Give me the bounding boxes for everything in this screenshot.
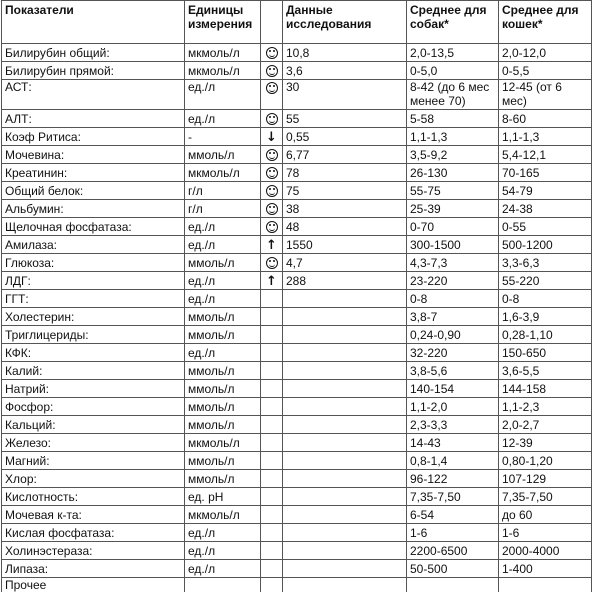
status-cell <box>261 164 283 182</box>
table-row <box>2 200 592 218</box>
parameter-name: Билирубин общий: <box>2 44 185 62</box>
parameter-name: Холестерин: <box>2 308 185 326</box>
table-row <box>2 542 592 560</box>
parameter-name: ЛДГ: <box>2 272 185 290</box>
result-value <box>283 290 407 308</box>
status-cell <box>261 146 283 164</box>
smile-icon <box>266 47 278 59</box>
cat-reference: 12-45 (от 6 мес) <box>499 80 592 110</box>
table-row <box>2 236 592 254</box>
dog-reference: 0,24-0,90 <box>407 326 499 344</box>
cat-reference: 0,28-1,10 <box>499 326 592 344</box>
parameter-name: Хлор: <box>2 470 185 488</box>
parameter-name: КФК: <box>2 344 185 362</box>
table-row <box>2 218 592 236</box>
cat-reference: 8-60 <box>499 110 592 128</box>
table-row <box>2 80 592 110</box>
table-row <box>2 110 592 128</box>
status-cell <box>261 80 283 110</box>
result-value <box>283 362 407 380</box>
status-cell <box>261 524 283 542</box>
result-value <box>283 524 407 542</box>
unit-cell: ед. pH <box>185 488 261 506</box>
dog-reference: 14-43 <box>407 434 499 452</box>
result-value <box>283 560 407 578</box>
dog-reference: 1-6 <box>407 524 499 542</box>
parameter-name: Билирубин прямой: <box>2 62 185 80</box>
dog-reference: 300-1500 <box>407 236 499 254</box>
unit-cell: ммоль/л <box>185 362 261 380</box>
unit-cell: г/л <box>185 200 261 218</box>
parameter-name: Мочевина: <box>2 146 185 164</box>
header-status <box>261 1 283 44</box>
status-cell <box>261 254 283 272</box>
header-units: Единицы измерения <box>185 1 261 44</box>
status-cell <box>261 506 283 524</box>
table-body <box>2 44 592 593</box>
dog-reference: 0-8 <box>407 290 499 308</box>
dog-reference: 5-58 <box>407 110 499 128</box>
unit-cell: ммоль/л <box>185 380 261 398</box>
header-cat-reference: Среднее для кошек* <box>499 1 592 44</box>
cat-reference: 150-650 <box>499 344 592 362</box>
status-cell <box>261 218 283 236</box>
smile-icon <box>266 203 278 215</box>
cat-reference: 1-6 <box>499 524 592 542</box>
unit-cell: ед./л <box>185 272 261 290</box>
unit-cell: мкмоль/л <box>185 62 261 80</box>
table-row <box>2 344 592 362</box>
status-cell <box>261 452 283 470</box>
unit-cell: ммоль/л <box>185 416 261 434</box>
result-value <box>283 380 407 398</box>
dog-reference: 3,8-7 <box>407 308 499 326</box>
table-row <box>2 44 592 62</box>
unit-cell: мкмоль/л <box>185 164 261 182</box>
unit-cell: ед./л <box>185 218 261 236</box>
table-row <box>2 308 592 326</box>
table-row <box>2 62 592 80</box>
unit-cell: ммоль/л <box>185 470 261 488</box>
unit-cell: мкмоль/л <box>185 44 261 62</box>
arrow-up-icon: ↑ <box>266 273 277 289</box>
result-value <box>283 326 407 344</box>
table-row <box>2 326 592 344</box>
cat-reference: 55-220 <box>499 272 592 290</box>
dog-reference: 2,3-3,3 <box>407 416 499 434</box>
table-row <box>2 128 592 146</box>
result-value <box>283 452 407 470</box>
parameter-name: Железо: <box>2 434 185 452</box>
result-value <box>283 506 407 524</box>
empty-cell <box>499 578 592 593</box>
status-cell <box>261 542 283 560</box>
unit-cell: ед./л <box>185 290 261 308</box>
dog-reference: 0-5,0 <box>407 62 499 80</box>
dog-reference: 6-54 <box>407 506 499 524</box>
table-row <box>2 290 592 308</box>
status-cell <box>261 110 283 128</box>
unit-cell: г/л <box>185 182 261 200</box>
smile-icon <box>266 65 278 77</box>
table-row <box>2 578 592 593</box>
result-value <box>283 542 407 560</box>
dog-reference: 0-70 <box>407 218 499 236</box>
parameter-name: Креатинин: <box>2 164 185 182</box>
parameter-name: Кальций: <box>2 416 185 434</box>
unit-cell: ммоль/л <box>185 326 261 344</box>
parameter-name: Калий: <box>2 362 185 380</box>
cat-reference: 0,80-1,20 <box>499 452 592 470</box>
status-cell <box>261 182 283 200</box>
cat-reference: 144-158 <box>499 380 592 398</box>
cat-reference: 70-165 <box>499 164 592 182</box>
dog-reference: 1,1-2,0 <box>407 398 499 416</box>
result-value <box>283 416 407 434</box>
status-cell <box>261 326 283 344</box>
table-row <box>2 146 592 164</box>
result-value: 288 <box>283 272 407 290</box>
header-dog-reference: Среднее для собак* <box>407 1 499 44</box>
cat-reference: 3,3-6,3 <box>499 254 592 272</box>
empty-cell <box>283 578 407 593</box>
status-cell <box>261 308 283 326</box>
cat-reference: 1-400 <box>499 560 592 578</box>
table-row <box>2 398 592 416</box>
dog-reference: 1,1-1,3 <box>407 128 499 146</box>
status-cell <box>261 488 283 506</box>
parameter-name: Липаза: <box>2 560 185 578</box>
result-value: 10,8 <box>283 44 407 62</box>
dog-reference: 23-220 <box>407 272 499 290</box>
smile-icon <box>266 167 278 179</box>
smile-icon <box>266 82 278 94</box>
table-row <box>2 470 592 488</box>
parameter-name: АСТ: <box>2 80 185 110</box>
parameter-name: ГГТ: <box>2 290 185 308</box>
parameter-name: Триглицериды: <box>2 326 185 344</box>
dog-reference: 96-122 <box>407 470 499 488</box>
unit-cell: мкмоль/л <box>185 434 261 452</box>
status-cell <box>261 272 283 290</box>
result-value <box>283 488 407 506</box>
result-value <box>283 398 407 416</box>
cat-reference: 54-79 <box>499 182 592 200</box>
smile-icon <box>266 221 278 233</box>
cat-reference: 2,0-12,0 <box>499 44 592 62</box>
unit-cell: ммоль/л <box>185 452 261 470</box>
dog-reference: 8-42 (до 6 мес менее 70) <box>407 80 499 110</box>
unit-cell: ед./л <box>185 344 261 362</box>
parameter-name: АЛТ: <box>2 110 185 128</box>
parameter-name: Щелочная фосфатаза: <box>2 218 185 236</box>
header-parameter: Показатели <box>2 1 185 44</box>
table-row <box>2 362 592 380</box>
result-value: 55 <box>283 110 407 128</box>
dog-reference: 25-39 <box>407 200 499 218</box>
result-value <box>283 344 407 362</box>
cat-reference: до 60 <box>499 506 592 524</box>
smile-icon <box>266 113 278 125</box>
result-value <box>283 308 407 326</box>
parameter-name: Кислотность: <box>2 488 185 506</box>
table-row <box>2 164 592 182</box>
unit-cell: ед./л <box>185 524 261 542</box>
cat-reference: 1,6-3,9 <box>499 308 592 326</box>
unit-cell: ед./л <box>185 110 261 128</box>
result-value: 3,6 <box>283 62 407 80</box>
parameter-name: Холинэстераза: <box>2 542 185 560</box>
cat-reference: 24-38 <box>499 200 592 218</box>
arrow-down-icon: ↓ <box>266 129 277 145</box>
cat-reference: 12-39 <box>499 434 592 452</box>
cat-reference: 3,6-5,5 <box>499 362 592 380</box>
table-row <box>2 452 592 470</box>
parameter-name: Фосфор: <box>2 398 185 416</box>
result-value: 1550 <box>283 236 407 254</box>
result-value: 30 <box>283 80 407 110</box>
dog-reference: 2200-6500 <box>407 542 499 560</box>
parameter-name: Натрий: <box>2 380 185 398</box>
cat-reference: 107-129 <box>499 470 592 488</box>
status-cell <box>261 290 283 308</box>
table-row <box>2 488 592 506</box>
dog-reference: 2,0-13,5 <box>407 44 499 62</box>
cat-reference: 2,0-2,7 <box>499 416 592 434</box>
dog-reference: 7,35-7,50 <box>407 488 499 506</box>
parameter-name: Прочее <box>2 578 185 593</box>
parameter-name: Глюкоза: <box>2 254 185 272</box>
status-cell <box>261 344 283 362</box>
status-cell <box>261 398 283 416</box>
unit-cell: ммоль/л <box>185 398 261 416</box>
status-cell <box>261 416 283 434</box>
status-cell <box>261 380 283 398</box>
cat-reference: 2000-4000 <box>499 542 592 560</box>
dog-reference: 32-220 <box>407 344 499 362</box>
parameter-name: Кислая фосфатаза: <box>2 524 185 542</box>
status-cell <box>261 128 283 146</box>
unit-cell: - <box>185 128 261 146</box>
dog-reference: 3,8-5,6 <box>407 362 499 380</box>
parameter-name: Коэф Ритиса: <box>2 128 185 146</box>
parameter-name: Магний: <box>2 452 185 470</box>
unit-cell: ммоль/л <box>185 254 261 272</box>
parameter-name: Альбумин: <box>2 200 185 218</box>
status-cell <box>261 62 283 80</box>
cat-reference: 500-1200 <box>499 236 592 254</box>
unit-cell: ммоль/л <box>185 308 261 326</box>
table-row <box>2 506 592 524</box>
dog-reference: 55-75 <box>407 182 499 200</box>
cat-reference: 1,1-1,3 <box>499 128 592 146</box>
table-row <box>2 524 592 542</box>
results-table <box>1 0 592 592</box>
dog-reference: 26-130 <box>407 164 499 182</box>
header-row <box>2 1 592 44</box>
result-value: 78 <box>283 164 407 182</box>
unit-cell: ед./л <box>185 560 261 578</box>
smile-icon <box>266 149 278 161</box>
dog-reference: 140-154 <box>407 380 499 398</box>
status-cell <box>261 434 283 452</box>
table-row <box>2 416 592 434</box>
result-value <box>283 470 407 488</box>
cat-reference: 7,35-7,50 <box>499 488 592 506</box>
cat-reference: 5,4-12,1 <box>499 146 592 164</box>
unit-cell: мкмоль/л <box>185 506 261 524</box>
status-cell <box>261 44 283 62</box>
status-cell <box>261 470 283 488</box>
dog-reference: 50-500 <box>407 560 499 578</box>
status-cell <box>261 560 283 578</box>
parameter-name: Мочевая к-та: <box>2 506 185 524</box>
status-cell <box>261 236 283 254</box>
empty-cell <box>185 578 261 593</box>
table-row <box>2 272 592 290</box>
empty-cell <box>261 578 283 593</box>
result-value: 48 <box>283 218 407 236</box>
table-row <box>2 182 592 200</box>
result-value: 6,77 <box>283 146 407 164</box>
table-row <box>2 380 592 398</box>
smile-icon <box>266 185 278 197</box>
arrow-up-icon: ↑ <box>266 237 277 253</box>
unit-cell: ед./л <box>185 542 261 560</box>
result-value: 75 <box>283 182 407 200</box>
unit-cell: ммоль/л <box>185 146 261 164</box>
unit-cell: ед./л <box>185 236 261 254</box>
empty-cell <box>407 578 499 593</box>
result-value <box>283 434 407 452</box>
table-row <box>2 434 592 452</box>
parameter-name: Общий белок: <box>2 182 185 200</box>
parameter-name: Амилаза: <box>2 236 185 254</box>
result-value: 4,7 <box>283 254 407 272</box>
cat-reference: 0-8 <box>499 290 592 308</box>
status-cell <box>261 200 283 218</box>
dog-reference: 4,3-7,3 <box>407 254 499 272</box>
status-cell <box>261 362 283 380</box>
cat-reference: 0-5,5 <box>499 62 592 80</box>
result-value: 0,55 <box>283 128 407 146</box>
unit-cell: ед./л <box>185 80 261 110</box>
header-results: Данные исследования <box>283 1 407 44</box>
table-row <box>2 254 592 272</box>
cat-reference: 1,1-2,3 <box>499 398 592 416</box>
dog-reference: 3,5-9,2 <box>407 146 499 164</box>
result-value: 38 <box>283 200 407 218</box>
dog-reference: 0,8-1,4 <box>407 452 499 470</box>
table-row <box>2 560 592 578</box>
smile-icon <box>266 257 278 269</box>
cat-reference: 0-55 <box>499 218 592 236</box>
